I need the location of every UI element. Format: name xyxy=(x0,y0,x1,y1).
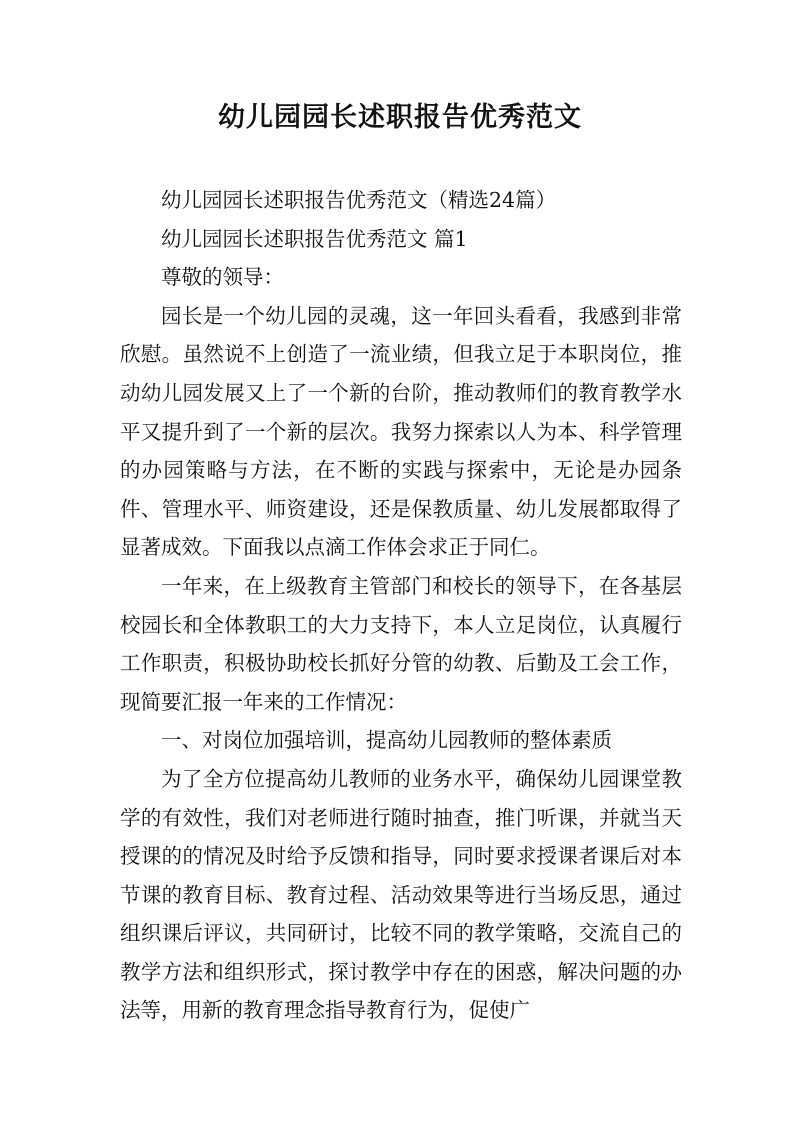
paragraph-intro: 园长是一个幼儿园的灵魂，这一年回头看看，我感到非常欣慰。虽然说不上创造了一流业绩，但我立足于本职岗位，推动幼儿园发展又上了一个新的台阶，推动教师们的教育教学水平又提升到了一个新的层次。我努力探索以人为本、科学管理的办园策略与方法，在不断的实践与探索中，无论是办园条件、管理水平、师资建设，还是保教质量、幼儿发展都取得了显著成效。下面我以点滴工作体会求正于同仁。 xyxy=(120,303,682,560)
document-title: 幼儿园园长述职报告优秀范文 xyxy=(218,102,582,133)
document-body xyxy=(120,181,682,1030)
document-subtitle: 幼儿园园长述职报告优秀范文（精选24篇） xyxy=(161,188,557,212)
paragraph-training: 为了全方位提高幼儿教师的业务水平，确保幼儿园课堂教学的有效性，我们对老师进行随时抽查，推门听课，并就当天授课的的情况及时给予反馈和指导，同时要求授课者课后对本节课的教育目标、教育过程、活动效果等进行当场反思，通过组织课后评议，共同研讨，比较不同的教学策略，交流自己的教学方法和组织形式，探讨教学中存在的困惑，解决问题的办法等，用新的教育理念指导教育行为，促使广 xyxy=(120,766,682,1023)
paragraph-year-summary: 一年来，在上级教育主管部门和校长的领导下，在各基层校园长和全体教职工的大力支持下，本人立足岗位，认真履行工作职责，积极协助校长抓好分管的幼教、后勤及工会工作，现简要汇报一年来的工作情况： xyxy=(120,573,682,714)
salutation: 尊敬的领导： xyxy=(161,265,284,290)
paragraph-heading-training: 一、对岗位加强培训，提高幼儿园教师的整体素质 xyxy=(161,728,612,753)
section-heading: 幼儿园园长述职报告优秀范文 篇1 xyxy=(161,226,468,251)
